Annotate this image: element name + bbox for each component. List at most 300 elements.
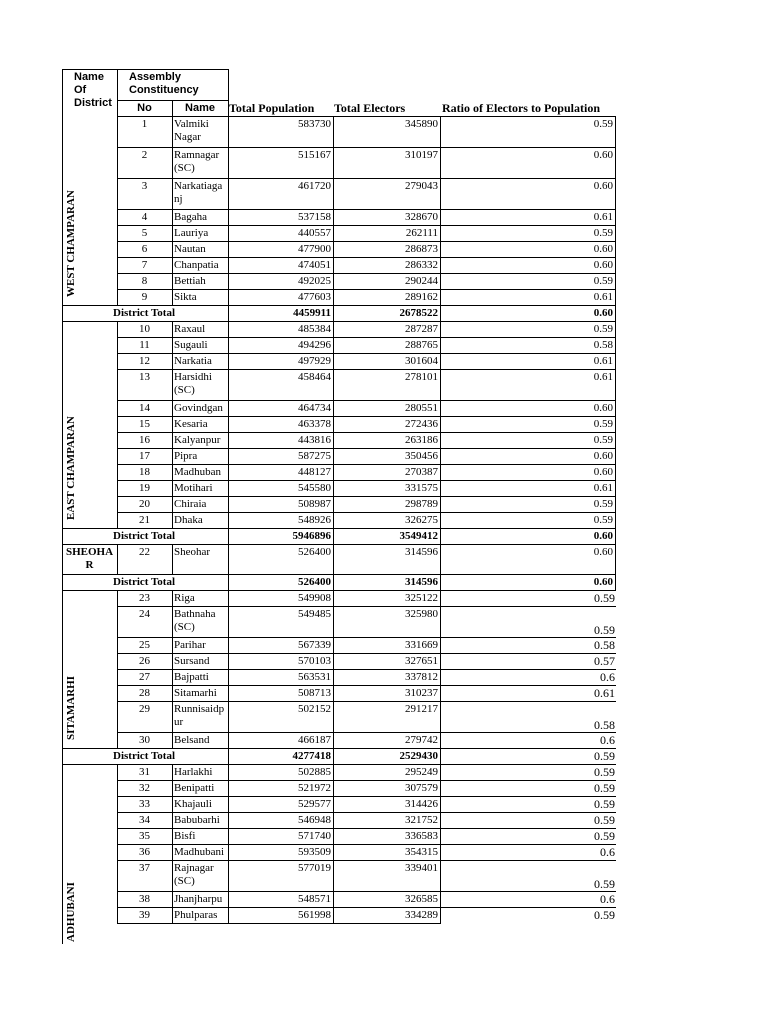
constituency-name: Kalyanpur	[174, 434, 221, 446]
constituency-name: Bagaha	[174, 211, 207, 223]
total-electors-value: 263186	[405, 434, 438, 446]
constituency-name: Kesaria	[174, 418, 208, 430]
total-population-header: Total Population	[229, 101, 315, 115]
grid-line	[117, 685, 616, 686]
grid-line	[62, 590, 63, 764]
district-total-population: 5946896	[292, 530, 331, 542]
total-population-value: 549485	[298, 608, 331, 620]
constituency-number: 32	[139, 782, 150, 794]
grid-line	[117, 606, 616, 607]
total-population-value: 548926	[298, 514, 331, 526]
grid-line	[117, 464, 616, 465]
ratio-value: 0.59	[594, 623, 615, 637]
constituency-name: Sikta	[174, 291, 197, 303]
constituency-number: 2	[141, 149, 148, 161]
district-total-label: District Total	[113, 576, 176, 588]
total-electors-header: Total Electors	[334, 101, 406, 115]
grid-line	[117, 289, 616, 290]
constituency-name: Belsand	[174, 734, 210, 746]
total-population-value: 577019	[298, 862, 331, 874]
total-electors-value: 314596	[405, 546, 438, 558]
district-total-population: 4459911	[293, 307, 331, 319]
total-electors-value: 350456	[405, 450, 438, 462]
ratio-value: 0.57	[594, 654, 615, 668]
grid-line	[117, 891, 616, 892]
grid-line	[117, 544, 616, 545]
total-electors-value: 325980	[405, 608, 438, 620]
ratio-value: 0.60	[593, 259, 613, 271]
constituency-number: 19	[139, 482, 150, 494]
district-total-population: 4277418	[292, 750, 331, 762]
ratio-value: 0.61	[593, 482, 613, 494]
grid-line	[333, 321, 334, 544]
total-population-value: 563531	[298, 671, 331, 683]
grid-line	[117, 637, 616, 638]
total-electors-value: 334289	[405, 909, 438, 921]
constituency-number: 22	[139, 546, 150, 558]
constituency-name: Bettiah	[174, 275, 206, 287]
grid-line	[117, 923, 441, 924]
grid-line	[117, 100, 229, 101]
district-name: SITAMARHI	[65, 676, 77, 740]
constituency-name: Bisfi	[174, 830, 196, 842]
grid-line	[117, 116, 118, 305]
grid-line	[615, 321, 616, 544]
total-electors-value: 286332	[405, 259, 438, 271]
constituency-number: 20	[139, 498, 150, 510]
total-electors-value: 291217	[405, 703, 438, 715]
grid-line	[228, 321, 229, 544]
name-of-district-header: District	[74, 97, 112, 109]
constituency-name: Bajpatti	[174, 671, 209, 683]
ratio-value: 0.59	[593, 118, 613, 130]
grid-line	[117, 764, 118, 923]
grid-line	[117, 590, 118, 748]
constituency-number: 5	[141, 227, 148, 239]
district-total-electors: 2678522	[399, 307, 438, 319]
total-electors-value: 280551	[405, 402, 438, 414]
constituency-number: 11	[139, 339, 150, 351]
total-population-value: 583730	[298, 118, 331, 130]
district-total-electors: 314596	[405, 576, 438, 588]
grid-line	[117, 844, 616, 845]
constituency-number: 10	[139, 323, 150, 335]
ratio-value: 0.59	[594, 908, 615, 922]
grid-line	[333, 544, 334, 590]
total-electors-value: 279043	[405, 180, 438, 192]
total-electors-value: 307579	[405, 782, 438, 794]
ratio-value: 0.59	[593, 227, 613, 239]
total-population-value: 529577	[298, 798, 331, 810]
constituency-name: Narkatia	[174, 355, 212, 367]
district-total-label: District Total	[113, 530, 176, 542]
ratio-value: 0.59	[594, 877, 615, 891]
grid-line	[117, 147, 616, 148]
constituency-name: Benipatti	[174, 782, 215, 794]
total-population-value: 461720	[298, 180, 331, 192]
grid-line	[117, 796, 616, 797]
grid-line	[62, 528, 616, 529]
ratio-value: 0.60	[593, 546, 613, 558]
constituency-name: Govindgan	[174, 402, 223, 414]
constituency-name: Bathnaha	[174, 608, 216, 620]
grid-line	[117, 225, 616, 226]
ratio-value: 0.60	[593, 243, 613, 255]
grid-line	[117, 653, 616, 654]
total-population-value: 497929	[298, 355, 331, 367]
grid-line	[117, 257, 616, 258]
constituency-number: 24	[139, 608, 150, 620]
grid-line	[117, 116, 616, 117]
constituency-name: Lauriya	[174, 227, 209, 239]
grid-line	[440, 321, 441, 544]
total-population-value: 463378	[298, 418, 331, 430]
constituency-number: 1	[141, 118, 148, 130]
grid-line	[228, 544, 229, 590]
grid-line	[117, 273, 616, 274]
grid-line	[117, 544, 118, 574]
total-population-value: 466187	[298, 734, 331, 746]
ratio-value: 0.59	[593, 275, 613, 287]
total-electors-value: 288765	[405, 339, 438, 351]
constituency-name: Jhanjharpu	[174, 893, 223, 905]
total-electors-value: 314426	[405, 798, 438, 810]
total-electors-value: 326275	[405, 514, 438, 526]
total-electors-value: 270387	[405, 466, 438, 478]
district-total-label: District Total	[113, 307, 176, 319]
total-population-value: 440557	[298, 227, 331, 239]
grid-line	[333, 590, 334, 764]
grid-line	[117, 764, 616, 765]
grid-line	[440, 590, 441, 764]
grid-line	[117, 400, 616, 401]
grid-line	[333, 764, 334, 923]
total-population-value: 570103	[298, 655, 331, 667]
total-population-value: 508713	[298, 687, 331, 699]
constituency-name: Chanpatia	[174, 259, 219, 271]
grid-line	[117, 780, 616, 781]
total-electors-value: 331575	[405, 482, 438, 494]
grid-line	[440, 764, 441, 923]
grid-line	[117, 669, 616, 670]
ratio-value: 0.58	[594, 718, 615, 732]
total-electors-value: 345890	[405, 118, 438, 130]
ratio-value: 0.59	[594, 829, 615, 843]
grid-line	[172, 590, 173, 748]
ratio-value: 0.6	[600, 845, 615, 859]
name-header: Name	[185, 102, 215, 114]
total-electors-value: 262111	[405, 227, 438, 239]
total-population-value: 521972	[298, 782, 331, 794]
constituency-name: Pipra	[174, 450, 198, 462]
ratio-value: 0.59	[593, 514, 613, 526]
district-total-electors: 3549412	[399, 530, 438, 542]
grid-line	[117, 432, 616, 433]
total-population-value: 443816	[298, 434, 331, 446]
ratio-value: 0.59	[594, 781, 615, 795]
grid-line	[172, 116, 173, 305]
constituency-number: 14	[139, 402, 150, 414]
constituency-number: 26	[139, 655, 150, 667]
ratio-header: Ratio of Electors to Population	[442, 101, 600, 115]
constituency-name: Nautan	[174, 243, 206, 255]
grid-line	[228, 590, 229, 764]
constituency-name: ur	[174, 716, 184, 728]
total-population-value: 561998	[298, 909, 331, 921]
total-electors-value: 278101	[405, 371, 438, 383]
constituency-name: Nagar	[174, 131, 201, 143]
grid-line	[440, 116, 441, 321]
constituency-number: 9	[141, 291, 148, 303]
ratio-value: 0.60	[593, 149, 613, 161]
total-population-value: 546948	[298, 814, 331, 826]
grid-line	[62, 116, 63, 321]
ratio-value: 0.59	[593, 418, 613, 430]
ratio-value: 0.59	[594, 797, 615, 811]
total-population-value: 502152	[298, 703, 331, 715]
constituency-name: Riga	[174, 592, 195, 604]
constituency-number: 15	[139, 418, 150, 430]
constituency-name: Harlakhi	[174, 766, 213, 778]
constituency-number: 28	[139, 687, 150, 699]
ratio-value: 0.59	[594, 591, 615, 605]
total-electors-value: 321752	[405, 814, 438, 826]
grid-line	[117, 907, 616, 908]
total-electors-value: 272436	[405, 418, 438, 430]
constituency-name: (SC)	[174, 621, 195, 633]
total-population-value: 448127	[298, 466, 331, 478]
grid-line	[117, 828, 616, 829]
constituency-number: 13	[139, 371, 150, 383]
constituency-name: Rajnagar	[174, 862, 214, 874]
constituency-name: Ramnagar	[174, 149, 220, 161]
ratio-value: 0.59	[593, 323, 613, 335]
constituency-name: (SC)	[174, 162, 195, 174]
total-population-value: 502885	[298, 766, 331, 778]
total-electors-value: 287287	[405, 323, 438, 335]
ratio-value: 0.60	[593, 466, 613, 478]
constituency-name: (SC)	[174, 384, 195, 396]
constituency-number: 29	[139, 703, 150, 715]
total-electors-value: 310237	[405, 687, 438, 699]
total-population-value: 593509	[298, 846, 331, 858]
grid-line	[62, 574, 616, 575]
constituency-name: Sugauli	[174, 339, 208, 351]
grid-line	[117, 480, 616, 481]
constituency-name: Sheohar	[174, 546, 211, 558]
total-electors-value: 301604	[405, 355, 438, 367]
total-population-value: 474051	[298, 259, 331, 271]
constituency-number: 36	[139, 846, 150, 858]
total-population-value: 587275	[298, 450, 331, 462]
ratio-value: 0.59	[594, 765, 615, 779]
grid-line	[333, 116, 334, 321]
grid-line	[117, 732, 616, 733]
total-population-value: 464734	[298, 402, 331, 414]
constituency-number: 35	[139, 830, 150, 842]
constituency-number: 39	[139, 909, 150, 921]
grid-line	[62, 321, 63, 544]
district-total-ratio: 0.59	[594, 749, 615, 763]
grid-line	[117, 337, 616, 338]
grid-line	[62, 69, 229, 70]
constituency-number: 23	[139, 592, 150, 604]
total-electors-value: 328670	[405, 211, 438, 223]
district-name: EAST CHAMPARAN	[65, 416, 77, 520]
grid-line	[117, 416, 616, 417]
total-electors-value: 331669	[405, 639, 438, 651]
total-electors-value: 289162	[405, 291, 438, 303]
constituency-name: Khajauli	[174, 798, 212, 810]
total-electors-value: 354315	[405, 846, 438, 858]
total-electors-value: 286873	[405, 243, 438, 255]
total-electors-value: 325122	[405, 592, 438, 604]
grid-line	[172, 321, 173, 528]
constituency-number: 3	[141, 180, 148, 192]
total-electors-value: 298789	[405, 498, 438, 510]
grid-line	[117, 321, 616, 322]
constituency-name: Sitamarhi	[174, 687, 217, 699]
name-of-district-header: Name	[74, 71, 104, 83]
constituency-number: 7	[141, 259, 148, 271]
constituency-number: 25	[139, 639, 150, 651]
grid-line	[117, 512, 616, 513]
grid-line	[615, 544, 616, 590]
constituency-name: Parihar	[174, 639, 206, 651]
district-total-label: District Total	[113, 750, 176, 762]
ratio-value: 0.6	[600, 670, 615, 684]
grid-line	[117, 353, 616, 354]
constituency-name: Narkatiaga	[174, 180, 223, 192]
constituency-name: Chiraia	[174, 498, 207, 510]
total-population-value: 567339	[298, 639, 331, 651]
ratio-value: 0.61	[593, 291, 613, 303]
total-electors-value: 290244	[405, 275, 438, 287]
ratio-value: 0.61	[594, 686, 615, 700]
total-population-value: 485384	[298, 323, 331, 335]
grid-line	[117, 701, 616, 702]
constituency-number: 6	[141, 243, 148, 255]
constituency-number: 34	[139, 814, 150, 826]
constituency-name: Babubarhi	[174, 814, 220, 826]
total-population-value: 537158	[298, 211, 331, 223]
constituency-number: 4	[141, 211, 148, 223]
constituency-number: 16	[139, 434, 150, 446]
grid-line	[62, 305, 616, 306]
constituency-number: 8	[141, 275, 148, 287]
ratio-value: 0.61	[593, 355, 613, 367]
ratio-value: 0.59	[593, 498, 613, 510]
district-name: ADHUBANI	[65, 882, 77, 942]
constituency-number: 38	[139, 893, 150, 905]
total-electors-value: 337812	[405, 671, 438, 683]
grid-line	[615, 116, 616, 321]
grid-line	[172, 544, 173, 574]
ratio-value: 0.58	[594, 638, 615, 652]
constituency-name: Phulparas	[174, 909, 218, 921]
district-total-electors: 2529430	[399, 750, 438, 762]
constituency-name: Valmiki	[174, 118, 209, 130]
total-population-value: 549908	[298, 592, 331, 604]
total-electors-value: 336583	[405, 830, 438, 842]
constituency-number: 37	[139, 862, 150, 874]
constituency-number: 27	[139, 671, 150, 683]
grid-line	[117, 369, 616, 370]
grid-line	[117, 321, 118, 528]
total-population-value: 508987	[298, 498, 331, 510]
name-of-district-header: Of	[74, 84, 87, 96]
total-electors-value: 295249	[405, 766, 438, 778]
grid-line	[62, 764, 63, 944]
grid-line	[228, 116, 229, 321]
total-population-value: 526400	[298, 546, 331, 558]
ratio-value: 0.59	[594, 813, 615, 827]
grid-line	[117, 812, 616, 813]
constituency-number: 18	[139, 466, 150, 478]
total-population-value: 477603	[298, 291, 331, 303]
total-population-value: 545580	[298, 482, 331, 494]
district-name: SHEOHA	[65, 546, 114, 558]
total-population-value: 458464	[298, 371, 331, 383]
constituency-number: 30	[139, 734, 150, 746]
grid-line	[117, 209, 616, 210]
ratio-value: 0.60	[593, 180, 613, 192]
total-population-value: 571740	[298, 830, 331, 842]
grid-line	[440, 544, 441, 590]
assembly-constituency-header: Assembly	[129, 71, 181, 83]
constituency-name: Madhuban	[174, 466, 222, 478]
ratio-value: 0.60	[593, 402, 613, 414]
total-population-value: 548571	[298, 893, 331, 905]
total-electors-value: 326585	[405, 893, 438, 905]
constituency-name: Madhubani	[174, 846, 225, 858]
constituency-number: 12	[139, 355, 150, 367]
constituency-number: 33	[139, 798, 150, 810]
ratio-value: 0.61	[593, 211, 613, 223]
grid-line	[62, 69, 63, 116]
ratio-value: 0.58	[593, 339, 613, 351]
district-total-ratio: 0.60	[593, 530, 613, 542]
constituency-number: 17	[139, 450, 150, 462]
no-header: No	[137, 102, 152, 114]
district-name: WEST CHAMPARAN	[65, 190, 77, 297]
total-population-value: 477900	[298, 243, 331, 255]
grid-line	[117, 860, 616, 861]
ratio-value: 0.61	[593, 371, 613, 383]
constituency-name: nj	[174, 193, 183, 205]
grid-line	[117, 496, 616, 497]
ratio-value: 0.60	[593, 450, 613, 462]
grid-line	[117, 448, 616, 449]
total-electors-value: 310197	[405, 149, 438, 161]
grid-line	[62, 748, 616, 749]
constituency-number: 31	[139, 766, 150, 778]
district-total-ratio: 0.60	[593, 307, 613, 319]
ratio-value: 0.59	[593, 434, 613, 446]
grid-line	[228, 764, 229, 923]
district-total-population: 526400	[298, 576, 331, 588]
constituency-name: Raxaul	[174, 323, 206, 335]
total-electors-value: 327651	[405, 655, 438, 667]
grid-line	[172, 764, 173, 923]
district-name: R	[85, 559, 94, 571]
total-population-value: 492025	[298, 275, 331, 287]
total-electors-value: 279742	[405, 734, 438, 746]
constituency-number: 21	[139, 514, 150, 526]
constituency-name: Dhaka	[174, 514, 203, 526]
constituency-name: Harsidhi	[174, 371, 212, 383]
district-total-ratio: 0.60	[593, 576, 613, 588]
